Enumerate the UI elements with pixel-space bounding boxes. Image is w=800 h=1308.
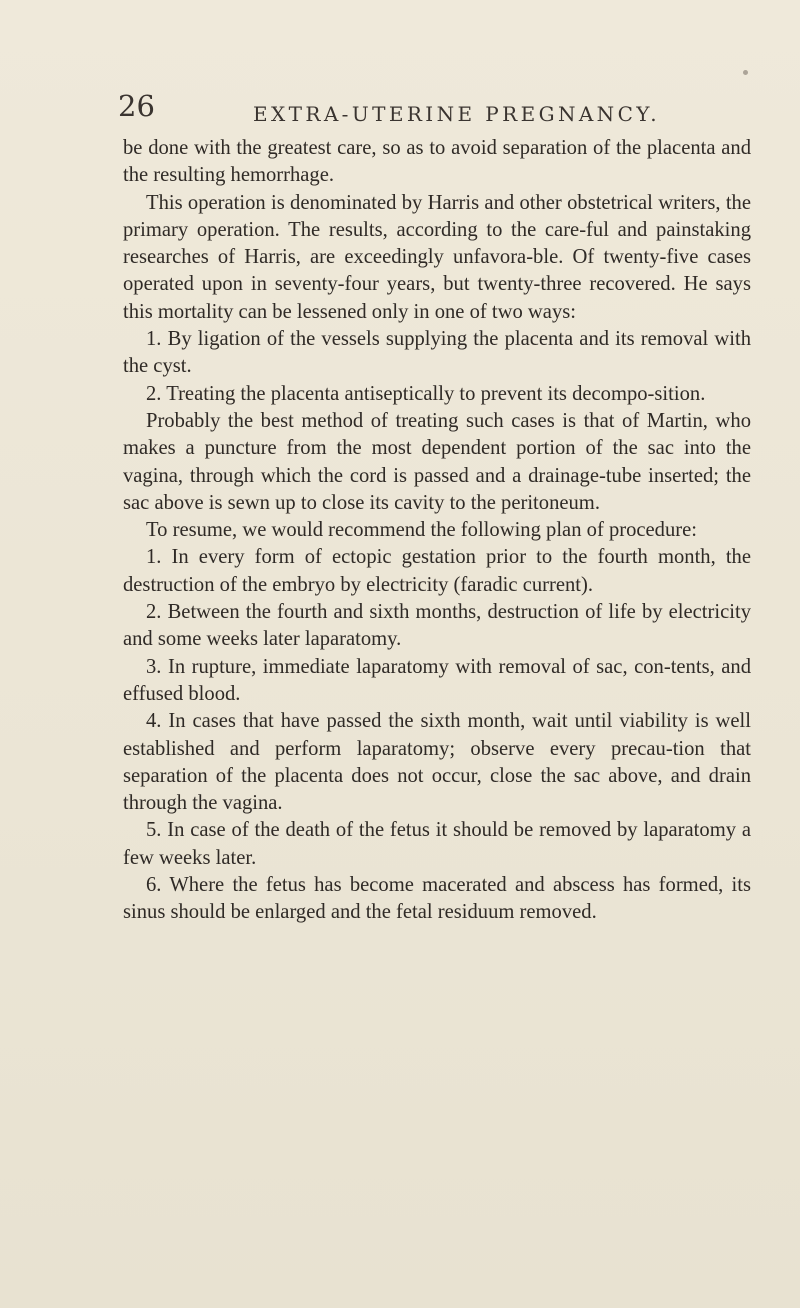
procedure-item-1: 1. In every form of ectopic gestation prior to the fourth month, the destruction of the embryo by electricity (faradic current). <box>123 546 751 596</box>
paragraph-resume: To resume, we would recommend the following plan of procedure: <box>146 519 697 542</box>
paragraph-primary-operation: This operation is denominated by Harris and other obstetrical writers, the primary operation. The results, according to the care-ful and painstaking researches of Harris, are exceedingly unfavora-ble. Of twenty-five cases operated upon in seventy-four years, but twenty-three recovered. He says this mortality can be lessened only in one of two ways: <box>123 191 751 323</box>
procedure-item-6: 6. Where the fetus has become macerated and abscess has formed, its sinus should be enlarged and the fetal residuum removed. <box>123 874 751 924</box>
procedure-item-3: 3. In rupture, immediate laparatomy with removal of sac, con-tents, and effused blood. <box>123 655 751 705</box>
page-number: 26 <box>118 89 155 123</box>
paragraph-martin-method: Probably the best method of treating such cases is that of Martin, who makes a puncture from the most dependent portion of the sac into the vagina, through which the cord is passed and a drainage-tube inserted; the sac above is sewn up to close its cavity to the peritoneum. <box>123 409 751 514</box>
paragraph-continued: be done with the greatest care, so as to avoid separation of the placenta and the resulting hemorrhage. <box>123 137 751 187</box>
page-header <box>118 86 758 126</box>
ink-speck <box>743 70 748 75</box>
body-text <box>123 135 751 927</box>
paragraph-method-2: 2. Treating the placenta antiseptically to prevent its decompo-sition. <box>146 382 706 405</box>
procedure-item-2: 2. Between the fourth and sixth months, destruction of life by electricity and some weeks later laparatomy. <box>123 601 751 651</box>
procedure-item-5: 5. In case of the death of the fetus it should be removed by laparatomy a few weeks later. <box>123 819 751 869</box>
paragraph-method-1: 1. By ligation of the vessels supplying the placenta and its removal with the cyst. <box>123 328 751 378</box>
running-head: EXTRA-UTERINE PREGNANCY. <box>253 102 661 126</box>
procedure-item-4: 4. In cases that have passed the sixth month, wait until viability is well established and perform laparatomy; observe every precau-tion that separation of the placenta does not occur, close the sac above, and drain through the vagina. <box>123 710 751 815</box>
